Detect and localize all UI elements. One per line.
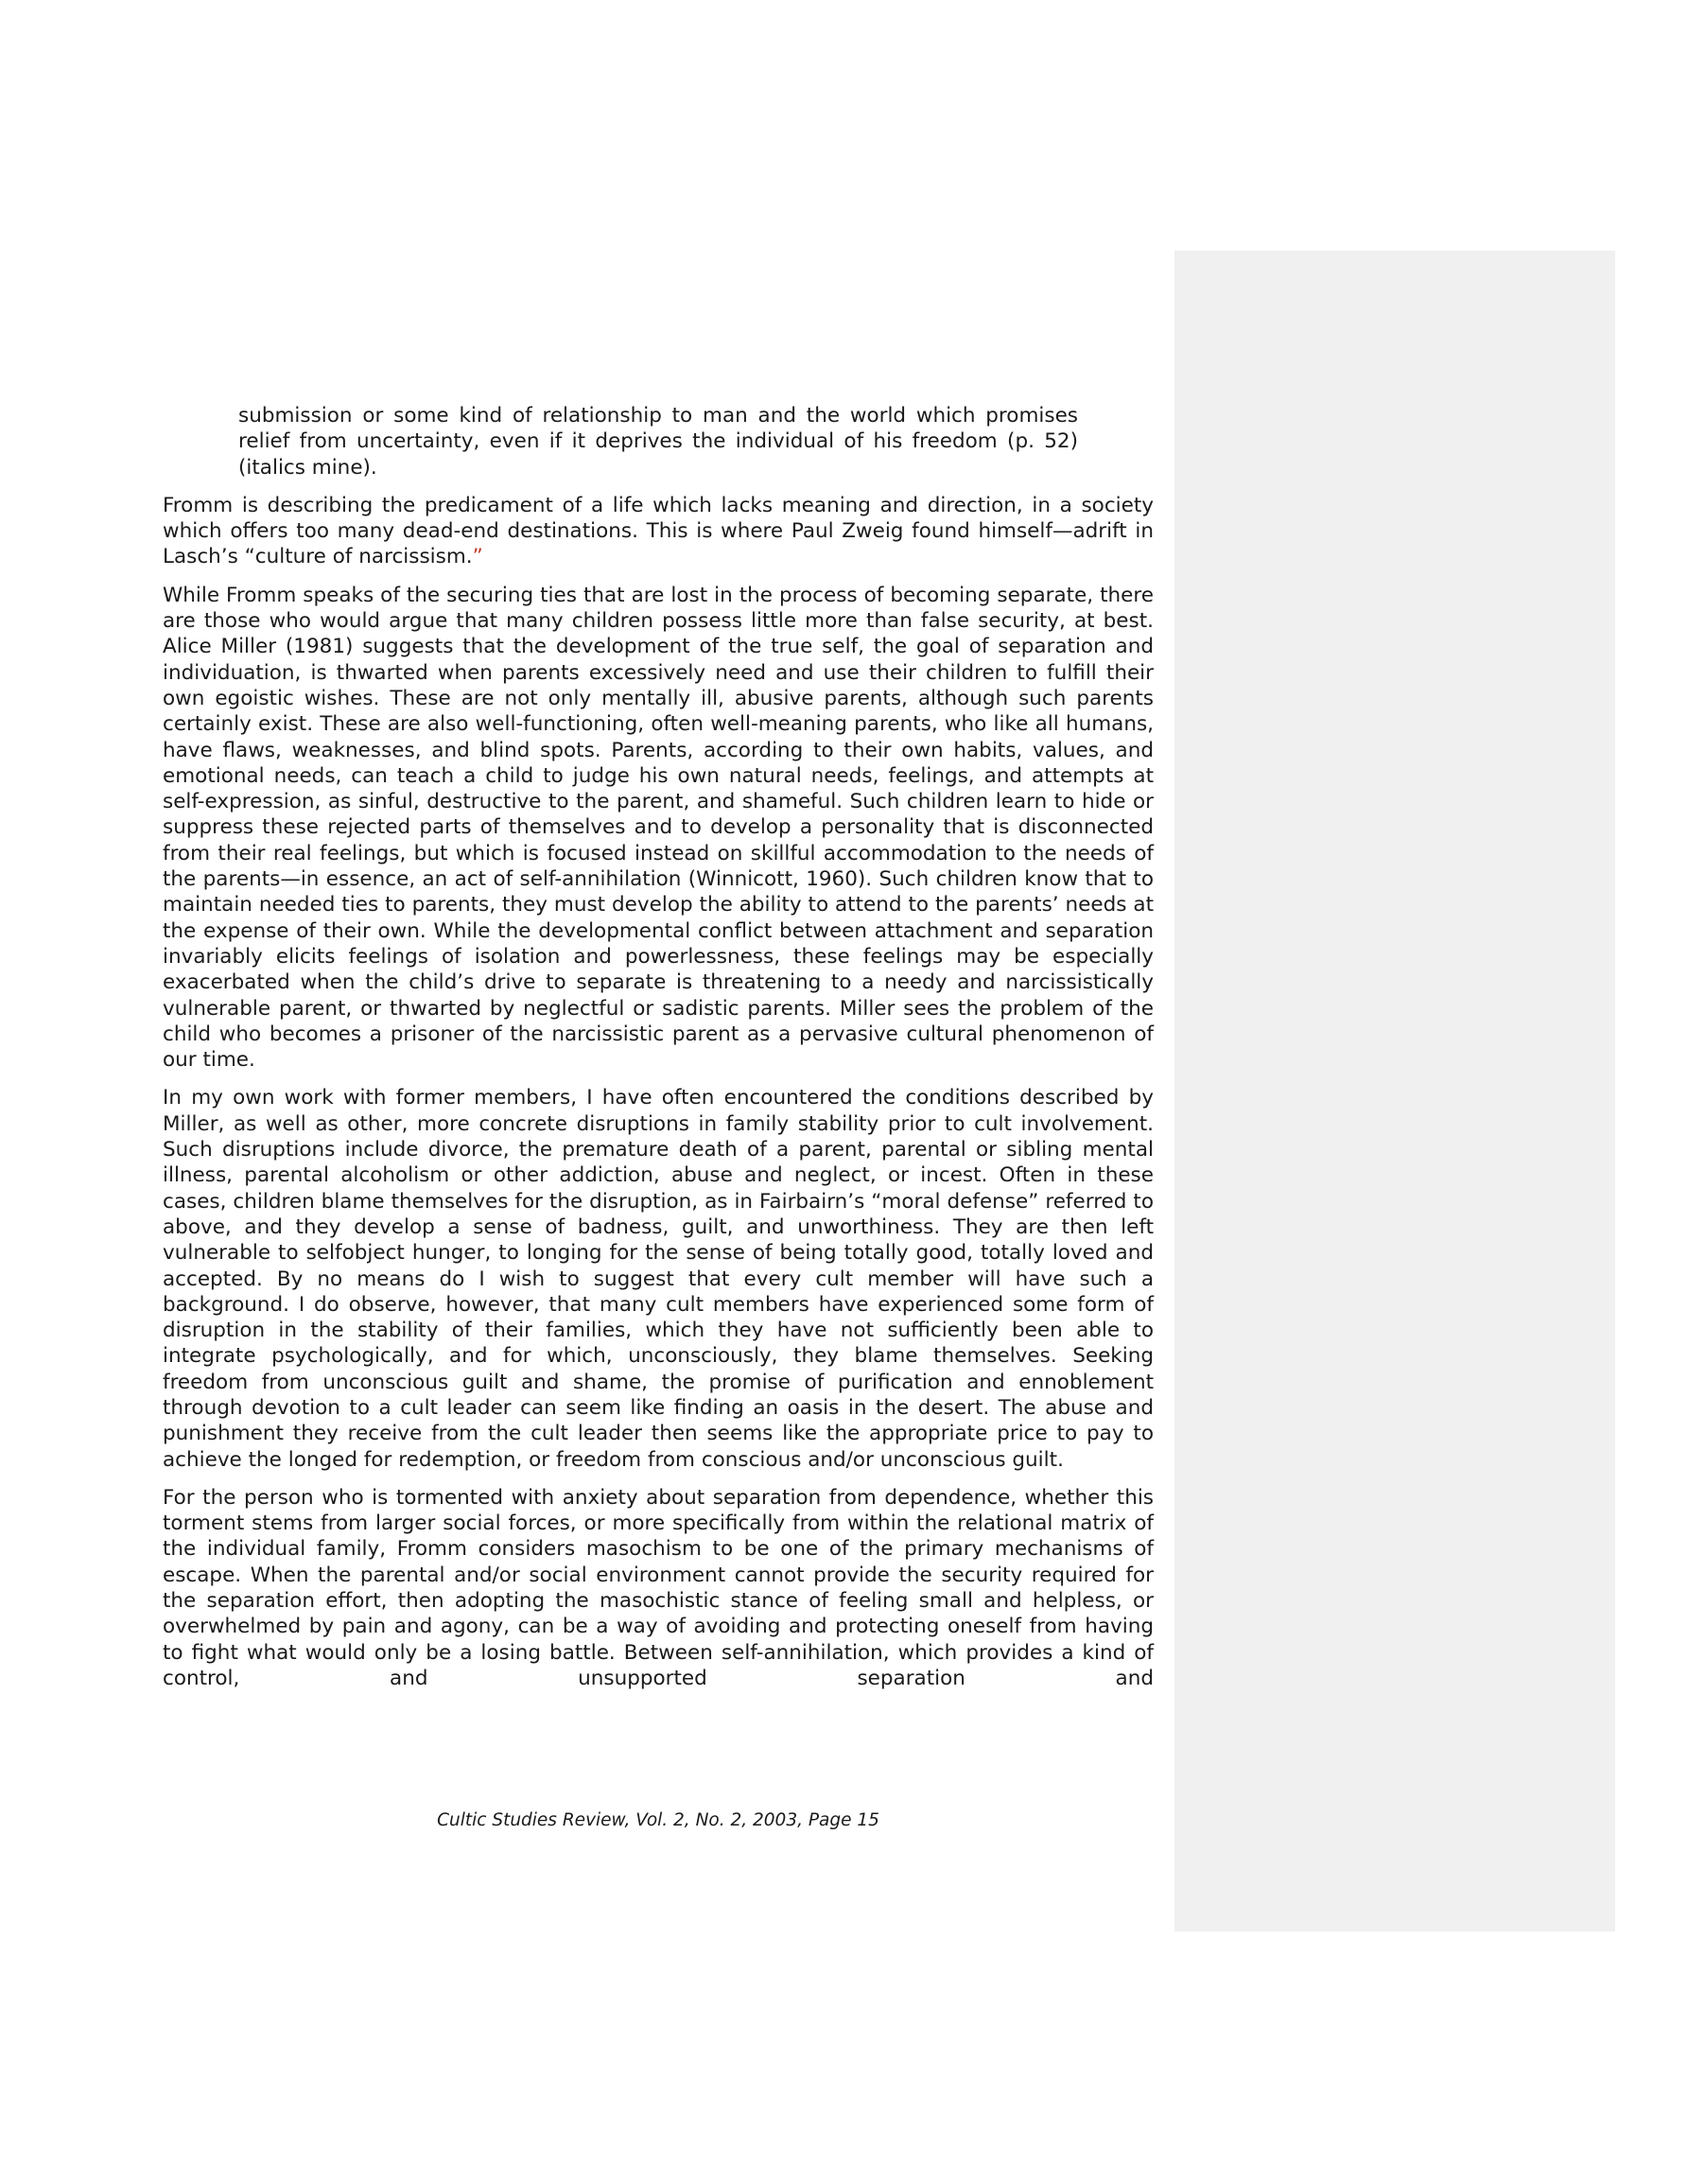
- comment-pane: [1174, 251, 1615, 1931]
- paragraph-3: In my own work with former members, I have often encountered the conditions described by Miller, as well as other, more concrete disruptions in family stability prior to cult involvement. Such disruptions include divorce, the premature death of a parent, parental or sibling mental illness, parental alcoholism or other addiction, abuse and neglect, or incest. Often in these cases, children blame themselves for the disruption, as in Fairbairn’s “moral defense” referred to above, and they develop a sense of badness, guilt, and unworthiness. They are then left vulnerable to selfobject hunger, to longing for the sense of being totally good, totally loved and accepted. By no means do I wish to suggest that every cult member will have such a background. I do observe, however, that many cult members have experienced some form of disruption in the stability of their families, which they have not sufficiently been able to integrate psychologically, and for which, unconsciously, they blame themselves. Seeking freedom from unconscious guilt and shame, the promise of purification and ennoblement through devotion to a cult leader can seem like finding an oasis in the desert. The abuse and punishment they receive from the cult leader then seems like the appropriate price to pay to achieve the longed for redemption, or freedom from conscious and/or unconscious guilt.: [163, 1086, 1154, 1472]
- paragraph-1: [163, 493, 1154, 570]
- paragraph-4: For the person who is tormented with anxiety about separation from dependence, whether this torment stems from larger social forces, or more specifically from within the relational matrix of the individual family, Fromm considers masochism to be one of the primary mechanisms of escape. When the parental and/or social environment cannot provide the security required for the separation effort, then adopting the masochistic stance of feeling small and helpless, or overwhelmed by pain and agony, can be a way of avoiding and protecting oneself from having to fight what would only be a losing battle. Between self-annihilation, which provides a kind of control, and unsupported separation and: [163, 1485, 1154, 1690]
- tracked-change-quote: ”: [472, 545, 483, 569]
- paragraph-2: While Fromm speaks of the securing ties that are lost in the process of becoming separate, there are those who would argue that many children possess little more than false security, at best. Alice Miller (1981) suggests that the development of the true self, the goal of separation and individuation, is thwarted when parents excessively need and use their children to fulfill their own egoistic wishes. These are not only mentally ill, abusive parents, although such parents certainly exist. These are also well-functioning, often well-meaning parents, who like all humans, have flaws, weaknesses, and blind spots. Parents, according to their own habits, values, and emotional needs, can teach a child to judge his own natural needs, feelings, and attempts at self-expression, as sinful, destructive to the parent, and shameful. Such children learn to hide or suppress these rejected parts of themselves and to develop a personality that is disconnected from their real feelings, but which is focused instead on skillful accommodation to the needs of the parents—in essence, an act of self-annihilation (Winnicott, 1960). Such children know that to maintain needed ties to parents, they must develop the ability to attend to the parents’ needs at the expense of their own. While the developmental conflict between attachment and separation invariably elicits feelings of isolation and powerlessness, these feelings may be especially exacerbated when the child’s drive to separate is threatening to a needy and narcissistically vulnerable parent, or thwarted by neglectful or sadistic parents. Miller sees the problem of the child who becomes a prisoner of the narcissistic parent as a pervasive cultural phenomenon of our time.: [163, 583, 1154, 1073]
- page-footer: Cultic Studies Review, Vol. 2, No. 2, 2003, Page 15: [437, 1810, 879, 1830]
- paragraph-1-text: Fromm is describing the predicament of a life which lacks meaning and direction, in a society which offers too many dead-end destinations. This is where Paul Zweig found himself—adrift in Lasch’s “culture of narcissism.: [163, 493, 1154, 569]
- document-body: [163, 403, 1154, 1704]
- blockquote: submission or some kind of relationship to man and the world which promises relief from uncertainty, even if it deprives the individual of his freedom (p. 52) (italics mine).: [238, 404, 1078, 480]
